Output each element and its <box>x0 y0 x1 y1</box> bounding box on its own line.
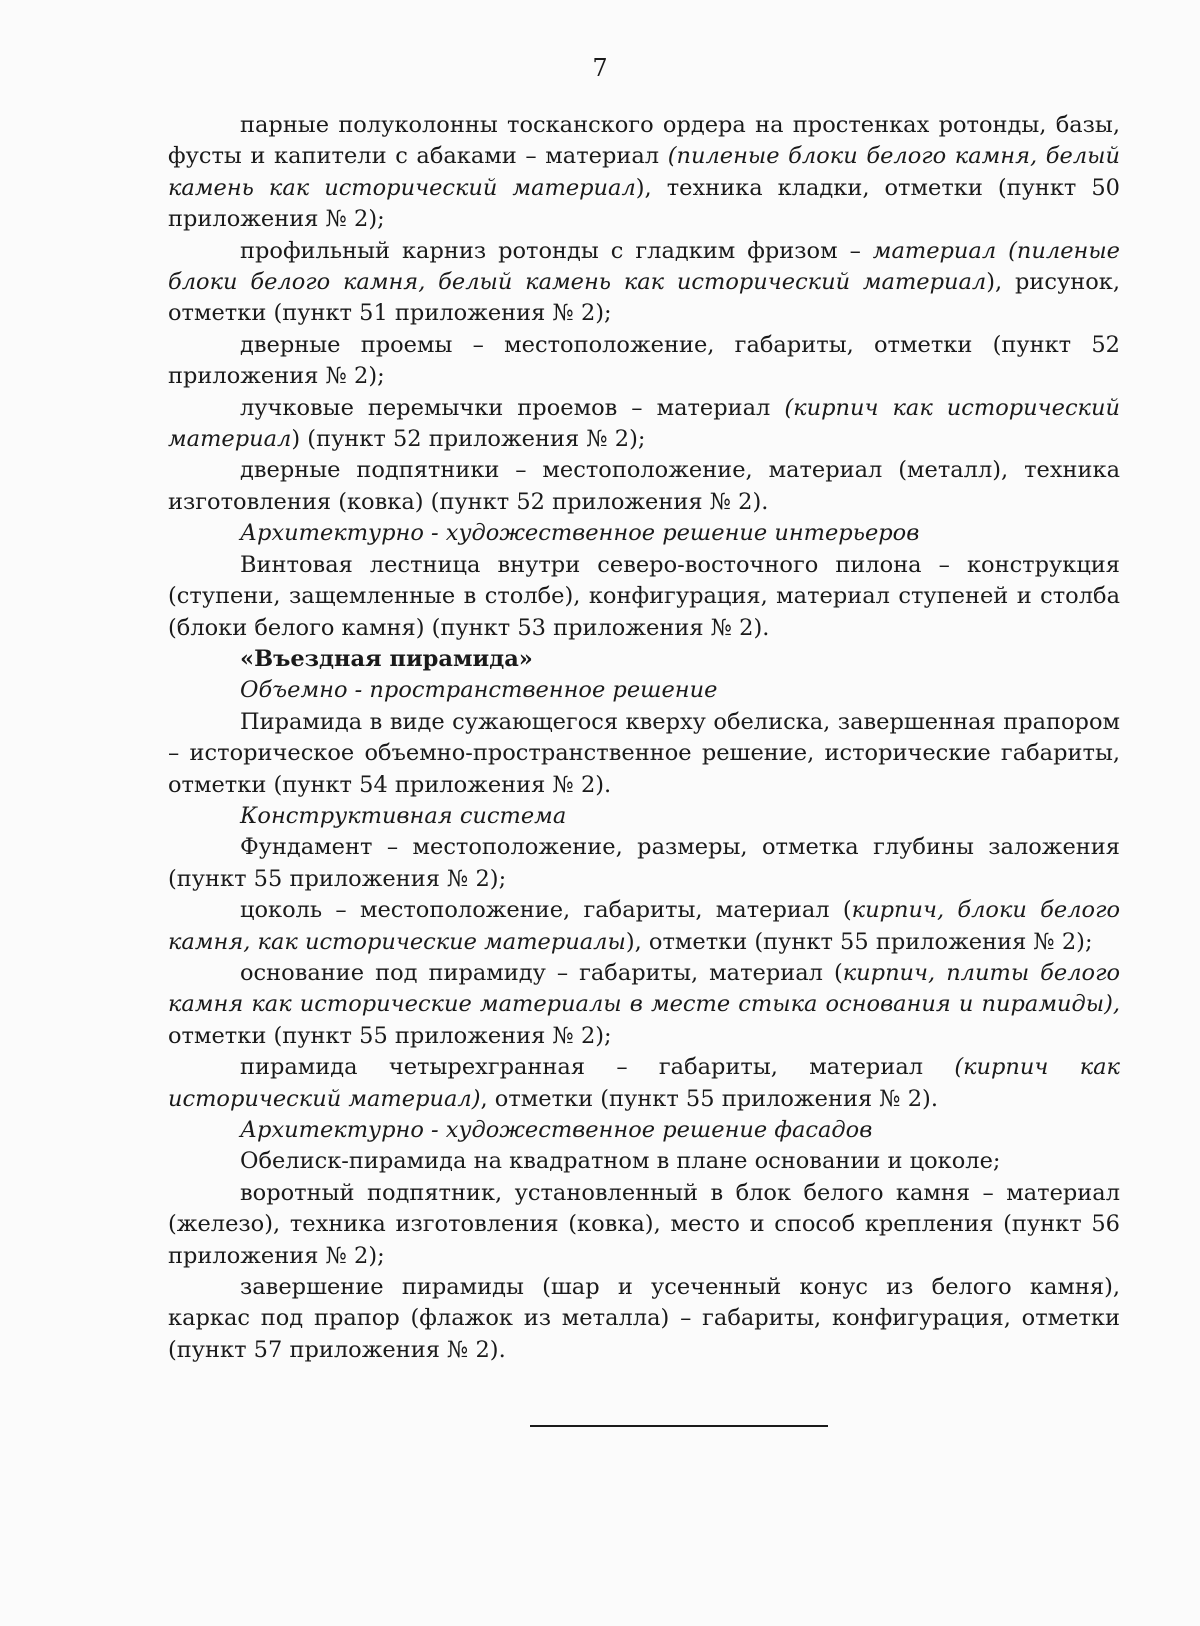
paragraph: профильный карниз ротонды с гладким фризом – материал (пиленые блоки белого камня, белый камень как исторический материал), рисунок, отметки (пункт 51 приложения № 2); <box>168 237 1120 327</box>
section-heading: Конструктивная система <box>240 802 567 829</box>
paragraph: Фундамент – местоположение, размеры, отметка глубины заложения (пункт 55 приложения № 2); <box>168 834 1120 892</box>
paragraph: воротный подпятник, установленный в блок белого камня – материал (железо), техника изготовления (ковка), место и способ крепления (пункт 56 приложения № 2); <box>168 1179 1120 1269</box>
section-heading: Архитектурно - художественное решение фасадов <box>240 1117 873 1143</box>
paragraph: дверные подпятники – местоположение, материал (металл), техника изготовления (ковка) (пункт 52 приложения № 2). <box>168 457 1120 515</box>
paragraph: Винтовая лестница внутри северо-восточного пилона – конструкция (ступени, защемленные в столбе), конфигурация, материал ступеней и столба (блоки белого камня) (пункт 53 приложения № 2). <box>168 551 1120 641</box>
paragraph: парные полуколонны тосканского ордера на простенках ротонды, базы, фусты и капители с абаками – материал (пиленые блоки белого камня, белый камень как исторический материал), техника кладки, отметки (пункт 50 приложения № 2); <box>168 112 1120 233</box>
section-heading: Архитектурно - художественное решение интерьеров <box>240 520 920 547</box>
section-heading: Объемно - пространственное решение <box>240 677 718 704</box>
paragraph: завершение пирамиды (шар и усеченный конус из белого камня), каркас под прапор (флажок из металла) – габариты, конфигурация, отметки (пункт 57 приложения № 2). <box>168 1274 1120 1363</box>
paragraph: лучковые перемычки проемов – материал (кирпич как исторический материал) (пункт 52 приложения № 2); <box>168 394 1120 453</box>
paragraph: пирамида четырехгранная – габариты, материал (кирпич как исторический материал), отметки (пункт 55 приложения № 2). <box>168 1054 1120 1112</box>
paragraph: Пирамида в виде сужающегося кверху обелиска, завершенная прапором – историческое объемно-пространственное решение, исторические габариты, отметки (пункт 54 приложения № 2). <box>168 708 1120 798</box>
paragraph: дверные проемы – местоположение, габариты, отметки (пункт 52 приложения № 2); <box>168 331 1120 390</box>
page-number: 7 <box>592 54 608 82</box>
paragraph: цоколь – местоположение, габариты, материал (кирпич, блоки белого камня, как исторические материалы), отметки (пункт 55 приложения № 2); <box>168 897 1120 955</box>
object-title: «Въездная пирамида» <box>240 645 533 672</box>
paragraph: Обелиск-пирамида на квадратном в плане основании и цоколе; <box>240 1148 1001 1175</box>
end-rule <box>530 1425 828 1427</box>
document-body <box>168 110 1120 1366</box>
paragraph: основание под пирамиду – габариты, материал (кирпич, плиты белого камня как исторические материалы в месте стыка основания и пирамиды), отметки (пункт 55 приложения № 2); <box>168 959 1120 1049</box>
